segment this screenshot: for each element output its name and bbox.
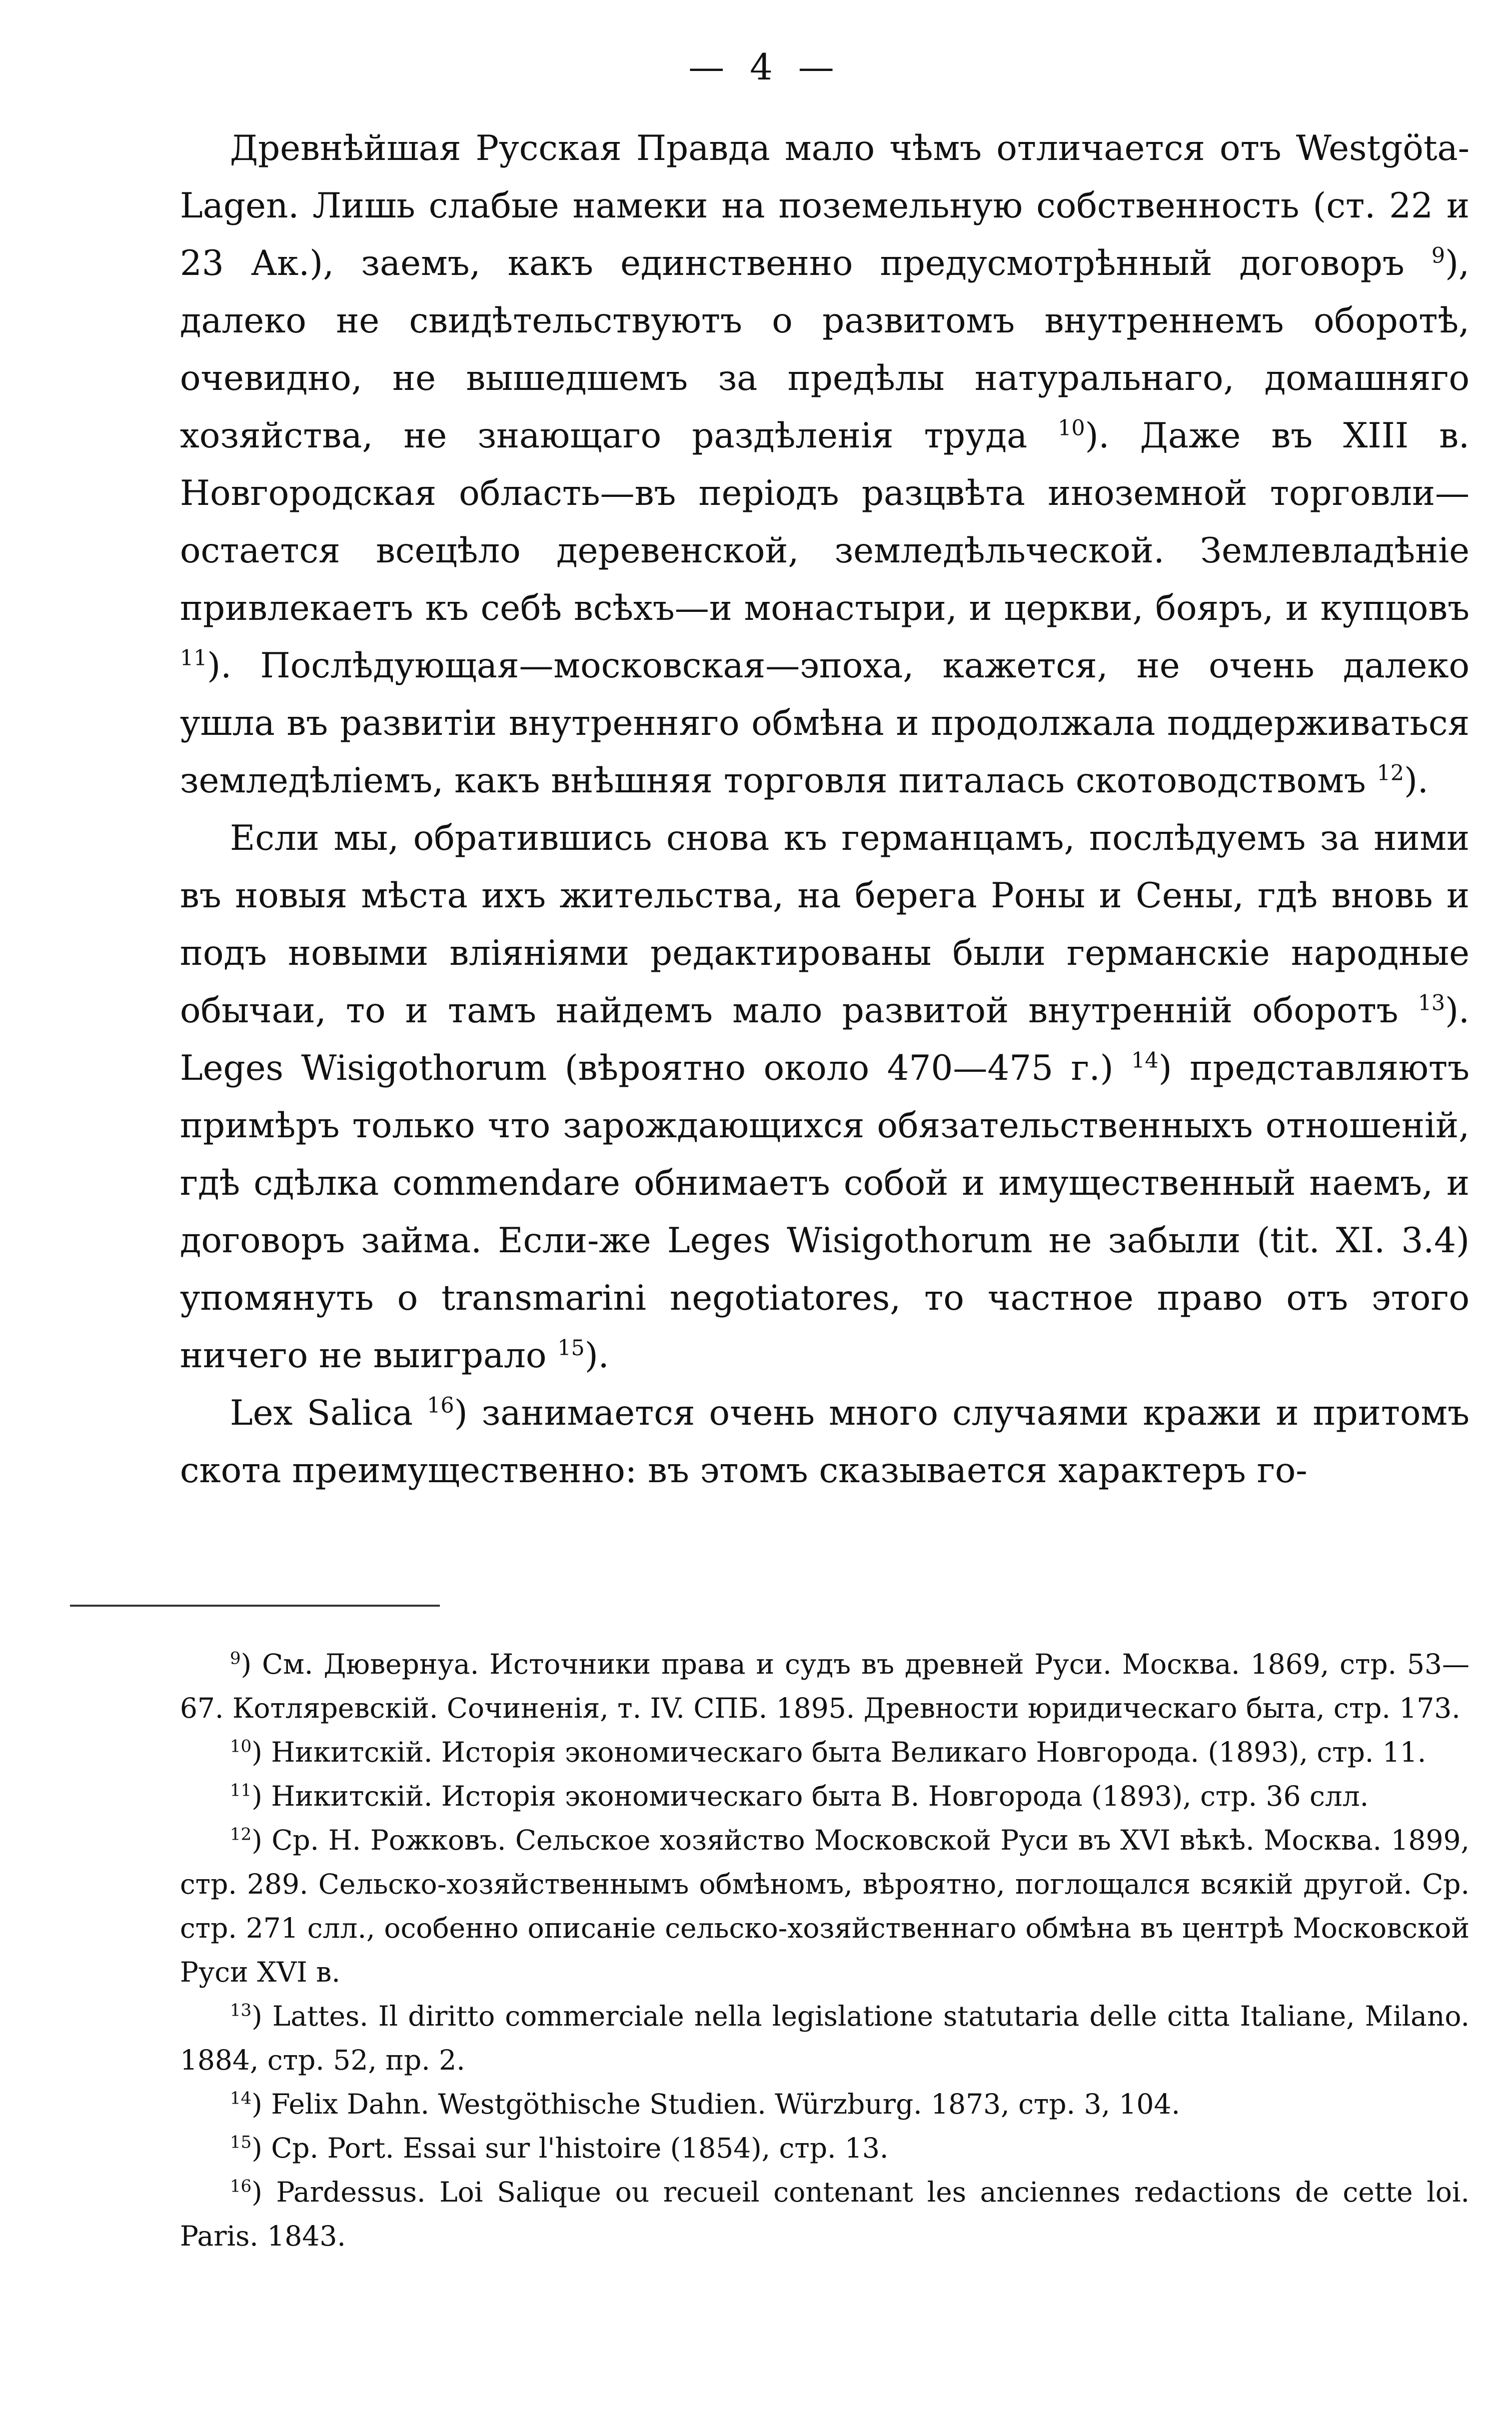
footnote-9 (180, 1642, 1470, 1730)
footnote-ref-11[interactable]: 11 (180, 646, 207, 671)
footnote-number: 14 (230, 2088, 252, 2109)
paragraph-2: Если мы, обратившись снова къ германцамъ, послѣдуемъ за ними въ новыя мѣста ихъ жительства, на берега Роны и Сены, гдѣ вновь и подъ новыми вліяніями редактированы были германскіе народные обычаи, то и тамъ найдемъ мало развитой внутренній оборотъ $^{13}$). Leges Wisigothorum (вѣроятно около 470—475 г.) $^{14}$) представляютъ примѣръ только что зарождающихся обязательственныхъ отношеній, гдѣ сдѣлка commendare обнимаетъ собой и имущественный наемъ, и договоръ займа. Если-же Leges Wisigothorum не забыли (tit. XI. 3.4) упомянуть о transmarini negotiatores, то частное право отъ этого ничего не выиграло $^{15}$). (180, 818, 1470, 1376)
footnote-11 (180, 1774, 1470, 1818)
footnote-text: ) Lattes. Il diritto commerciale nella legislatione statutaria delle citta Italiane, Milano. 1884, стр. 52, пр. 2. (180, 2000, 1470, 2076)
footnote-text: ) Никитскій. Исторія экономическаго быта Великаго Новгорода. (1893), стр. 11. (251, 1736, 1427, 1768)
footnote-ref-9[interactable]: 9 (1431, 243, 1446, 268)
footnote-ref-16[interactable]: 16 (427, 1393, 454, 1418)
paragraph-1: Древнѣйшая Русская Правда мало чѣмъ отличается отъ Westgöta-Lagen. Лишь слабые намеки на поземельную собственность (ст. 22 и 23 Ак.), заемъ, какъ единственно предусмотрѣнный договоръ $^9$), далеко не свидѣтельствуютъ о развитомъ внутреннемъ оборотѣ, очевидно, не вышедшемъ за предѣлы натуральнаго, домашняго хозяйства, не знающаго раздѣленія труда $^{10}$). Даже въ XIII в. Новгородская область—въ періодъ разцвѣта иноземной торговли—остается всецѣло деревенской, земледѣльческой. Землевладѣніе привлекаетъ къ себѣ всѣхъ—и монастыри, и церкви, бояръ, и купцовъ $^{11}$). Послѣдующая—московская—эпоха, кажется, не очень далеко ушла въ развитіи внутренняго обмѣна и продолжала поддерживаться земледѣліемъ, какъ внѣшняя торговля питалась скотоводствомъ $^{12}$). (180, 128, 1470, 801)
page-number: — 4 — (688, 46, 841, 88)
footnote-10 (180, 1730, 1470, 1774)
footnote-12 (180, 1818, 1470, 1994)
footnote-number: 13 (230, 2000, 252, 2021)
footnote-ref-13[interactable]: 13 (1418, 991, 1446, 1016)
footnote-number: 11 (230, 1780, 252, 1801)
footnote-text: ) Felix Dahn. Westgöthische Studien. Würzburg. 1873, стр. 3, 104. (251, 2088, 1181, 2120)
footnote-text: ) Cp. Port. Essai sur l'histoire (1854), стр. 13. (251, 2132, 889, 2164)
main-text (180, 120, 1470, 1500)
footnote-text: ) См. Дювернуа. Источники права и судъ въ древней Руси. Москва. 1869, стр. 53—67. Котляревскій. Сочиненія, т. IV. СПБ. 1895. Древности юридическаго быта, стр. 173. (180, 1648, 1470, 1724)
footnote-text: ) Pardessus. Loi Salique ou recueil contenant les anciennes redactions de cette loi. Paris. 1843. (180, 2176, 1470, 2252)
footnote-13 (180, 1994, 1470, 2082)
footnote-text: ) Никитскій. Исторія экономическаго быта В. Новгорода (1893), стр. 36 слл. (251, 1780, 1369, 1812)
footnote-ref-10[interactable]: 10 (1058, 416, 1085, 441)
footnote-number: 10 (230, 1736, 252, 1757)
footnote-number: 15 (230, 2132, 252, 2153)
footnote-number: 12 (230, 1824, 252, 1845)
footnote-15 (180, 2126, 1470, 2170)
footnote-ref-15[interactable]: 15 (557, 1336, 585, 1361)
footnote-ref-14[interactable]: 14 (1131, 1048, 1159, 1073)
footnote-divider (70, 1605, 440, 1607)
footnote-text: ) Ср. Н. Рожковъ. Сельское хозяйство Московской Руси въ XVI вѣкѣ. Москва. 1899, стр. 289. Сельско-хозяйственнымъ обмѣномъ, вѣроятно, поглощался всякій другой. Ср. стр. 271 слл., особенно описаніе сельско-хозяйственнаго обмѣна въ центрѣ Московской Руси XVI в. (180, 1824, 1470, 1988)
paragraph-3: Lex Salica $^{16}$) занимается очень много случаями кражи и притомъ скота преимущественно: въ этомъ сказывается характеръ го- (180, 1393, 1470, 1491)
footnote-number: 16 (230, 2176, 252, 2197)
footnote-14 (180, 2082, 1470, 2126)
footnote-ref-12[interactable]: 12 (1377, 761, 1405, 786)
footnotes (180, 1642, 1470, 2258)
footnote-16 (180, 2170, 1470, 2258)
footnote-number: 9 (230, 1648, 241, 1669)
